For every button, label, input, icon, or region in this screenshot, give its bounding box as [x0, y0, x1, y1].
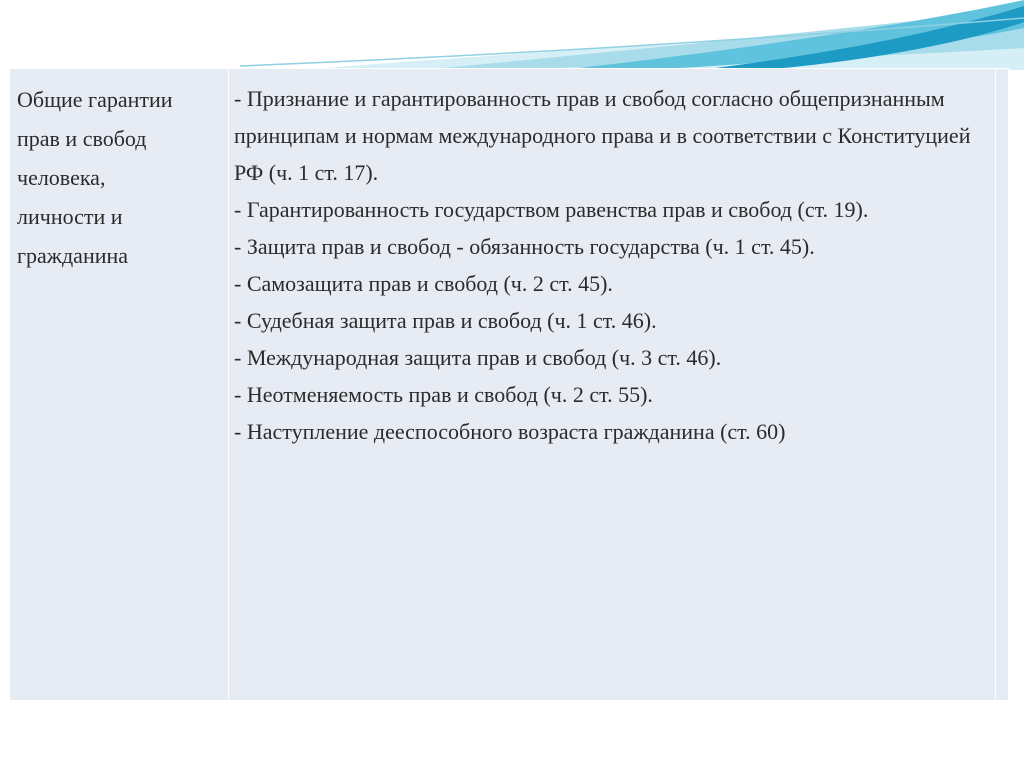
list-item: - Признание и гарантированность прав и свобод согласно общепризнанным принципам и нормам международного права и в соответствии с Конституцией РФ (ч. 1 ст. 17). — [234, 86, 971, 185]
list-item: - Наступление дееспособного возраста гражданина (ст. 60) — [234, 419, 786, 444]
guarantee-list — [229, 69, 995, 450]
guarantees-table — [9, 68, 1009, 701]
list-item: - Защита прав и свобод - обязанность государства (ч. 1 ст. 45). — [234, 234, 815, 259]
list-item: - Неотменяемость прав и свобод (ч. 2 ст. 55). — [234, 382, 653, 407]
list-item: - Самозащита прав и свобод (ч. 2 ст. 45). — [234, 271, 613, 296]
edge-cell — [996, 69, 1009, 701]
category-cell — [10, 69, 229, 701]
category-label: Общие гарантии прав и свобод человека, личности и гражданина — [17, 87, 173, 268]
table-row — [10, 69, 1009, 701]
header-wave-decoration — [0, 0, 1024, 70]
list-item: - Международная защита прав и свобод (ч. 3 ст. 46). — [234, 345, 722, 370]
guarantees-cell — [229, 69, 996, 701]
list-item: - Гарантированность государством равенства прав и свобод (ст. 19). — [234, 197, 869, 222]
list-item: - Судебная защита прав и свобод (ч. 1 ст. 46). — [234, 308, 657, 333]
